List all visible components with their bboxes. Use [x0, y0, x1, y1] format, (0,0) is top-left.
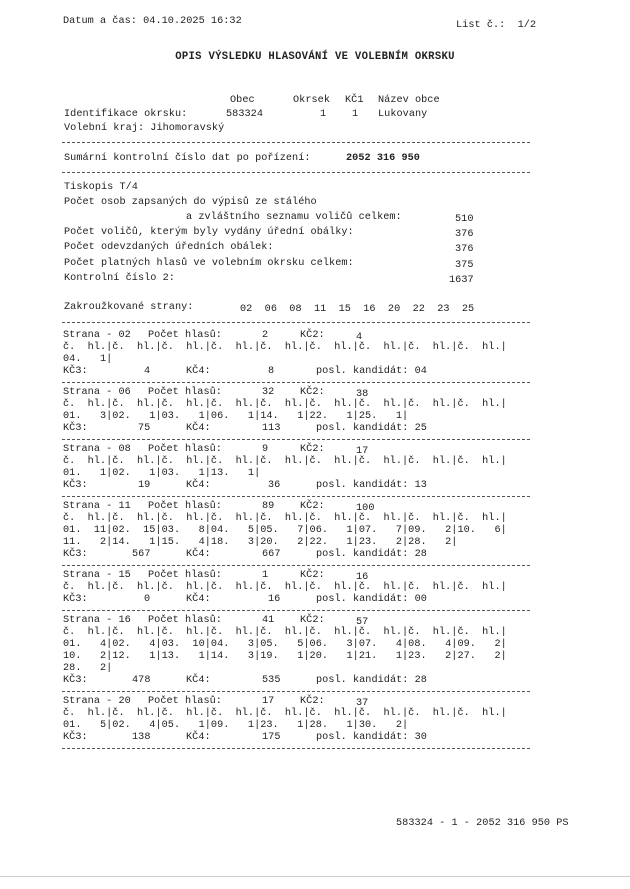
party-name: Strana - 08 [63, 444, 131, 455]
ident-obec: 583324 [226, 109, 263, 120]
party-kc2: 100 [356, 503, 375, 514]
party-kc3: 138 [132, 732, 151, 743]
party-votes-label: Počet hlasů: [148, 387, 222, 398]
party-last-candidate: posl. kandidát: 00 [316, 594, 427, 605]
party-column-header: č. hl.|č. hl.|č. hl.|č. hl.|č. hl.|č. hl.|č. hl.|č. hl.|č. hl.| [63, 456, 507, 467]
party-kc2: 38 [356, 389, 369, 400]
party-candidate-row: 01. 4|02. 4|03. 10|04. 3|05. 5|06. 3|07. 4|08. 4|09. 2| [63, 639, 507, 650]
checksum-label: Sumární kontrolní číslo dat po pořízení: [64, 153, 311, 164]
t4-value-3: 376 [455, 244, 474, 255]
party-kc4: 16 [268, 594, 281, 605]
party-votes: 9 [262, 444, 269, 455]
party-candidate-row: 01. 11|02. 15|03. 8|04. 5|05. 7|06. 1|07. 7|09. 2|10. 6| [63, 525, 507, 536]
divider [62, 610, 530, 611]
party-kc2: 16 [356, 572, 369, 583]
party-kc4: 8 [268, 366, 275, 377]
party-kc3: 567 [132, 549, 151, 560]
divider [62, 691, 530, 692]
t4-line1a: Počet osob zapsaných do výpisů ze stálého [64, 197, 317, 208]
divider [62, 382, 530, 383]
party-votes: 89 [262, 501, 275, 512]
party-kc3: 478 [132, 675, 151, 686]
ident-nazev: Lukovany [378, 109, 428, 120]
party-kc2-label: KČ2: [300, 501, 325, 512]
party-candidate-row: 01. 1|02. 1|03. 1|13. 1| [63, 468, 261, 479]
party-votes-label: Počet hlasů: [148, 615, 222, 626]
party-kc2-label: KČ2: [300, 387, 325, 398]
volebni-kraj: Volební kraj: Jihomoravský [64, 123, 225, 134]
party-kc3: 4 [144, 366, 151, 377]
t4-line2: Počet voličů, kterým byly vydány úřední obálky: [64, 227, 354, 238]
party-kc2: 4 [356, 332, 363, 343]
party-candidate-row: 11. 2|14. 1|15. 4|18. 3|20. 2|22. 1|23. 2|28. 2| [63, 537, 458, 548]
page-edge [0, 876, 630, 877]
party-kc4: 535 [262, 675, 281, 686]
party-votes-label: Počet hlasů: [148, 696, 222, 707]
party-last-candidate: posl. kandidát: 25 [316, 423, 427, 434]
party-kc2: 57 [356, 617, 369, 628]
t4-value-5: 1637 [449, 275, 474, 286]
party-kc3-label: KČ3: [63, 594, 88, 605]
party-candidate-row: 04. 1| [63, 354, 113, 365]
party-kc3-label: KČ3: [63, 423, 88, 434]
party-votes: 17 [262, 696, 275, 707]
party-name: Strana - 06 [63, 387, 131, 398]
datetime: Datum a čas: 04.10.2025 16:32 [63, 16, 242, 27]
party-column-header: č. hl.|č. hl.|č. hl.|č. hl.|č. hl.|č. hl.|č. hl.|č. hl.|č. hl.| [63, 582, 507, 593]
party-candidate-row: 01. 5|02. 4|05. 1|09. 1|23. 1|28. 1|30. 2| [63, 720, 409, 731]
party-kc4-label: KČ4: [186, 594, 211, 605]
party-last-candidate: posl. kandidát: 28 [316, 549, 427, 560]
party-votes-label: Počet hlasů: [148, 570, 222, 581]
party-kc4-label: KČ4: [186, 732, 211, 743]
party-column-header: č. hl.|č. hl.|č. hl.|č. hl.|č. hl.|č. hl.|č. hl.|č. hl.|č. hl.| [63, 627, 507, 638]
party-name: Strana - 15 [63, 570, 131, 581]
party-kc3-label: KČ3: [63, 480, 88, 491]
party-kc3: 75 [138, 423, 151, 434]
party-kc3: 0 [144, 594, 151, 605]
party-kc2: 17 [356, 446, 369, 457]
party-votes-label: Počet hlasů: [148, 444, 222, 455]
footer-code: 583324 - 1 - 2052 316 950 PS [396, 818, 569, 829]
divider [62, 322, 530, 323]
divider [62, 439, 530, 440]
t4-heading: Tiskopis T/4 [64, 182, 138, 193]
col-okrsek: Okrsek [293, 95, 330, 106]
party-votes: 2 [262, 330, 269, 341]
party-column-header: č. hl.|č. hl.|č. hl.|č. hl.|č. hl.|č. hl.|č. hl.|č. hl.|č. hl.| [63, 708, 507, 719]
party-kc2-label: KČ2: [300, 330, 325, 341]
party-kc3-label: KČ3: [63, 366, 88, 377]
party-votes-label: Počet hlasů: [148, 501, 222, 512]
col-nazev: Název obce [378, 95, 440, 106]
party-column-header: č. hl.|č. hl.|č. hl.|č. hl.|č. hl.|č. hl.|č. hl.|č. hl.|č. hl.| [63, 513, 507, 524]
party-name: Strana - 20 [63, 696, 131, 707]
t4-line5: Kontrolní číslo 2: [64, 273, 175, 284]
party-kc3-label: KČ3: [63, 549, 88, 560]
t4-value-2: 376 [455, 229, 474, 240]
circled-label: Zakroužkované strany: [64, 302, 194, 313]
t4-line1b: a zvláštního seznamu voličů celkem: [186, 212, 402, 223]
party-kc4-label: KČ4: [186, 366, 211, 377]
party-kc4: 175 [262, 732, 281, 743]
checksum-value: 2052 316 950 [346, 153, 420, 164]
ident-label: Identifikace okrsku: [64, 109, 188, 120]
t4-line3: Počet odevzdaných úředních obálek: [64, 242, 274, 253]
party-kc4: 113 [262, 423, 281, 434]
party-kc2-label: KČ2: [300, 696, 325, 707]
party-name: Strana - 16 [63, 615, 131, 626]
ident-okrsek: 1 [320, 109, 327, 120]
party-kc4-label: KČ4: [186, 549, 211, 560]
party-votes: 32 [262, 387, 275, 398]
party-name: Strana - 02 [63, 330, 131, 341]
divider [62, 172, 530, 173]
party-candidate-row: 10. 2|12. 1|13. 1|14. 3|19. 1|20. 1|21. 1|23. 2|27. 2| [63, 651, 507, 662]
party-last-candidate: posl. kandidát: 13 [316, 480, 427, 491]
party-votes: 41 [262, 615, 275, 626]
t4-value-4: 375 [455, 260, 474, 271]
party-name: Strana - 11 [63, 501, 131, 512]
party-kc4-label: KČ4: [186, 675, 211, 686]
party-candidate-row: 01. 3|02. 1|03. 1|06. 1|14. 1|22. 1|25. 1| [63, 411, 409, 422]
col-obec: Obec [230, 95, 255, 106]
party-votes-label: Počet hlasů: [148, 330, 222, 341]
t4-line4: Počet platných hlasů ve volebním okrsku celkem: [64, 258, 354, 269]
party-kc4: 36 [268, 480, 281, 491]
party-kc4-label: KČ4: [186, 480, 211, 491]
party-kc2-label: KČ2: [300, 615, 325, 626]
party-column-header: č. hl.|č. hl.|č. hl.|č. hl.|č. hl.|č. hl.|č. hl.|č. hl.|č. hl.| [63, 399, 507, 410]
col-kc1: KČ1 [345, 95, 364, 106]
t4-value-1: 510 [455, 214, 474, 225]
party-kc3: 19 [138, 480, 151, 491]
circled-values: 02 06 08 11 15 16 20 22 23 25 [240, 304, 475, 315]
party-last-candidate: posl. kandidát: 28 [316, 675, 427, 686]
party-kc3-label: KČ3: [63, 732, 88, 743]
party-kc2-label: KČ2: [300, 444, 325, 455]
party-last-candidate: posl. kandidát: 04 [316, 366, 427, 377]
party-kc3-label: KČ3: [63, 675, 88, 686]
party-kc4: 667 [262, 549, 281, 560]
party-kc4-label: KČ4: [186, 423, 211, 434]
party-votes: 1 [262, 570, 269, 581]
party-kc2-label: KČ2: [300, 570, 325, 581]
ident-kc1: 1 [352, 109, 359, 120]
divider [62, 142, 530, 143]
sheet-number: List č.: 1/2 [456, 20, 537, 31]
party-candidate-row: 28. 2| [63, 663, 113, 674]
party-column-header: č. hl.|č. hl.|č. hl.|č. hl.|č. hl.|č. hl.|č. hl.|č. hl.|č. hl.| [63, 342, 507, 353]
divider [62, 565, 530, 566]
divider [62, 496, 530, 497]
party-last-candidate: posl. kandidát: 30 [316, 732, 427, 743]
page-title: OPIS VÝSLEDKU HLASOVÁNÍ VE VOLEBNÍM OKRSKU [175, 51, 455, 63]
party-kc2: 37 [356, 698, 369, 709]
divider [62, 748, 530, 749]
